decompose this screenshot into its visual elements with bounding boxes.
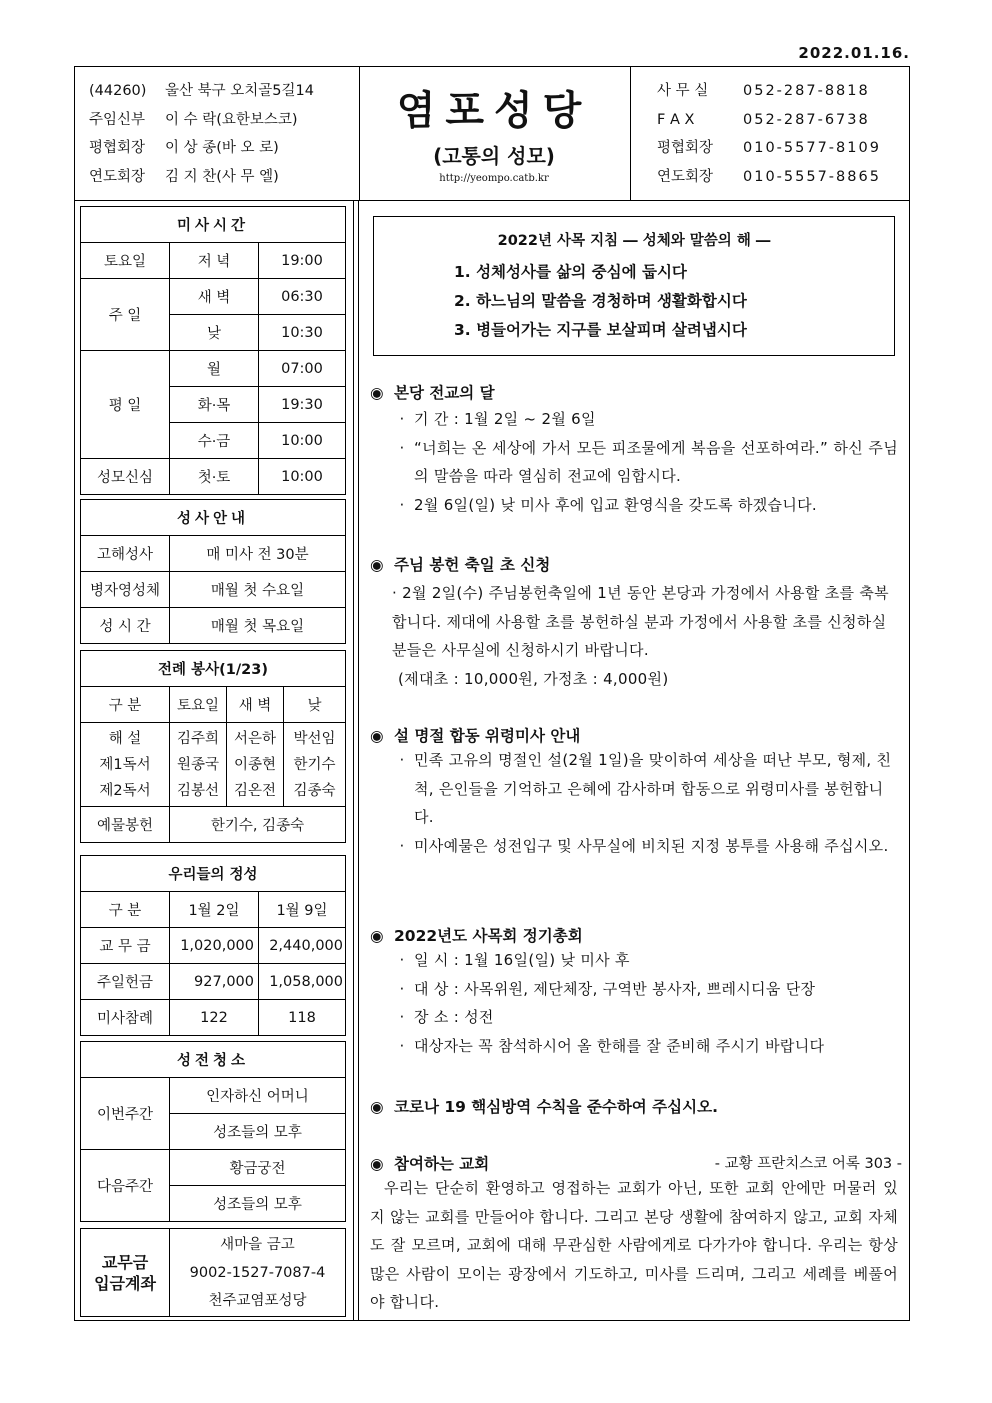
- address: 울산 북구 오치골5길14: [165, 83, 314, 99]
- saturday-label: 토요일: [81, 243, 170, 279]
- marian-day: 첫·토: [170, 459, 259, 495]
- tithe-jan9: 2,440,000: [259, 928, 346, 964]
- section-title: 참여하는 교회: [394, 1155, 490, 1173]
- memorial-info: 민족 고유의 명절인 설(2월 1일)을 맞이하여 세상을 떠난 부모, 형제, 친척, 은인들을 기억하고 은혜에 감사하며 합동으로 위령미사를 봉헌합니다.: [414, 751, 892, 827]
- bulletin-date: 2022.01.16.: [798, 44, 910, 62]
- sunday-dawn-label: 새 벽: [170, 279, 259, 315]
- church-subtitle: (고통의 성모): [433, 144, 555, 168]
- quote-body: 우리는 단순히 환영하고 영접하는 교회가 아닌, 또한 교회 안에만 머물러 있지 않는 교회를 만들어야 합니다. 그리고 본당 생활에 참여하지 않고, 교회 자체도 잘 모르며, 교회에 대해 무관심한 사람에게로 다가가야 합니다. 우리는 항상 많은 사람이 모이는 광장에서 기도하고, 미사를 드리며, 그리고 세례를 베풀어야 합니다.: [370, 1179, 898, 1312]
- offering-title: 우리들의 정성: [81, 856, 346, 892]
- liturgy-sat-names: 김주희 원종국 김봉선: [170, 723, 227, 807]
- office-phone: 052-287-8818: [743, 83, 870, 99]
- pastor-name: 이 수 락(요한보스코): [165, 111, 298, 128]
- motto-title: 2022년 사목 지침 ― 성체와 말씀의 해 ―: [497, 233, 771, 249]
- church-title-block: [361, 67, 627, 200]
- fax-label: F A X: [657, 111, 695, 128]
- liturgy-day-names: 박선임 한기수 김종숙: [284, 723, 346, 807]
- section-title: 주님 봉헌 축일 초 신청: [394, 556, 551, 574]
- liturgy-col-kind: 구 분: [81, 687, 170, 723]
- holy-hour-time: 매월 첫 목요일: [170, 608, 346, 644]
- tithe-jan2: 1,020,000: [170, 928, 259, 964]
- candle-prices: (제대초 : 10,000원, 가정초 : 4,000원): [398, 669, 669, 688]
- offering-col-kind: 구 분: [81, 892, 170, 928]
- sunday-collection-label: 주일헌금: [81, 964, 170, 1000]
- monday-label: 월: [170, 351, 259, 387]
- account-holder: 천주교염포성당: [208, 1292, 307, 1309]
- confession-time: 매 미사 전 30분: [170, 536, 346, 572]
- cleaning-title: 성전청소: [81, 1042, 346, 1078]
- mission-quote: “너희는 온 세상에 가서 모든 피조물에게 복음을 선포하여라.” 하신 주님의 말씀을 따라 열심히 전교에 임합시다.: [414, 438, 898, 486]
- header: [74, 66, 910, 201]
- office-label: 사 무 실: [657, 83, 709, 99]
- marian-time: 10:00: [259, 459, 346, 495]
- assembly-date: 일 시 : 1월 16일(일) 낮 미사 후: [414, 951, 630, 969]
- memorial-envelope: 미사예물은 성전입구 및 사무실에 비치된 지정 봉투를 사용해 주십시오.: [414, 836, 889, 855]
- liturgy-table: [80, 650, 346, 843]
- address-block: [89, 77, 351, 191]
- saturday-time: 19:00: [259, 243, 346, 279]
- sunday-collection-jan2: 927,000: [170, 964, 259, 1000]
- mission-period: 기 간 : 1월 2일 ~ 2월 6일: [414, 410, 596, 428]
- attendance-jan2: 122: [170, 1000, 259, 1036]
- offering-col-jan2: 1월 2일: [170, 892, 259, 928]
- section-general-assembly: ◉ 2022년도 사목회 정기총회 · 일 시 : 1월 16일(일) 낮 미사 후 · 대 상 : 사목위원, 제단체장, 구역반 봉사자, 쁘레시디움 단장 · 장 소 : 성전 · 대상자는 꼭 참석하시어 올 한해를 잘 준비해 주시기 바랍니다: [370, 924, 902, 1060]
- this-week-label: 이번주간: [81, 1078, 170, 1150]
- quote-source: - 교황 프란치스코 어록 303 -: [714, 1156, 902, 1172]
- assembly-place: 장 소 : 성전: [414, 1008, 494, 1027]
- liturgy-col-day: 낮: [284, 687, 346, 723]
- council-phone: 010-5577-8109: [743, 140, 881, 156]
- wed-fri-time: 10:00: [259, 423, 346, 459]
- contact-block: [657, 77, 901, 191]
- offering-col-jan9: 1월 9일: [259, 892, 346, 928]
- account-label: 교무금 입금계좌: [81, 1229, 170, 1317]
- tue-thu-time: 19:30: [259, 387, 346, 423]
- section-covid-notice: [370, 1095, 902, 1117]
- attendance-label: 미사참례: [81, 1000, 170, 1036]
- tue-thu-label: 화·목: [170, 387, 259, 423]
- liturgy-title: 전례 봉사(1/23): [81, 651, 346, 687]
- cleaning-table: [80, 1041, 346, 1222]
- next-week-group-2: 성조들의 모후: [170, 1186, 346, 1222]
- council-label: 평협회장: [89, 140, 146, 156]
- account-bank: 새마을 금고: [220, 1236, 295, 1253]
- weekday-label: 평 일: [81, 351, 170, 459]
- liturgy-dawn-names: 서은하 이종현 김온전: [227, 723, 284, 807]
- this-week-group-1: 인자하신 어머니: [170, 1078, 346, 1114]
- prayer-phone: 010-5557-8865: [743, 168, 881, 185]
- offertory-names: 한기수, 김종숙: [170, 807, 346, 843]
- sick-communion-time: 매월 첫 수요일: [170, 572, 346, 608]
- sunday-dawn-time: 06:30: [259, 279, 346, 315]
- bullet-circle-icon: ◉: [370, 1098, 384, 1116]
- prayer-phone-label: 연도회장: [657, 168, 714, 185]
- bullet-circle-icon: ◉: [370, 927, 384, 945]
- sunday-day-time: 10:30: [259, 315, 346, 351]
- prayer-name: 김 지 찬(사 무 엘): [165, 168, 279, 185]
- section-candle-request: ◉ 주님 봉헌 축일 초 신청 · 2월 2일(수) 주님봉헌축일에 1년 동안 본당과 가정에서 사용할 초를 축복합니다. 제대에 사용할 초를 봉헌하실 분과 가정에서 사용할 초를 신청하실 분들은 사무실에 신청하시기 바랍니다. (제대초 : 10,000원, 가정초 : 4,000원): [370, 553, 902, 693]
- sunday-day-label: 낮: [170, 315, 259, 351]
- fax-number: 052-287-6738: [743, 111, 870, 128]
- this-week-group-2: 성조들의 모후: [170, 1114, 346, 1150]
- pastor-label: 주임신부: [89, 111, 146, 128]
- sunday-label: 주 일: [81, 279, 170, 351]
- assembly-note: 대상자는 꼭 참석하시어 올 한해를 잘 준비해 주시기 바랍니다: [414, 1036, 825, 1055]
- liturgy-col-sat: 토요일: [170, 687, 227, 723]
- mass-times-title: 미사시간: [81, 207, 346, 243]
- assembly-target: 대 상 : 사목위원, 제단체장, 구역반 봉사자, 쁘레시디움 단장: [414, 979, 816, 998]
- section-title: 2022년도 사목회 정기총회: [394, 927, 583, 945]
- account-table: [80, 1228, 346, 1317]
- motto-item: 1. 성체성사를 삶의 중심에 둡시다: [454, 263, 687, 281]
- section-title: 코로나 19 핵심방역 수칙을 준수하여 주십시오.: [394, 1098, 718, 1116]
- prayer-label: 연도회장: [89, 168, 146, 185]
- council-phone-label: 평협회장: [657, 140, 714, 156]
- motto-item: 2. 하느님의 말씀을 경청하며 생활화합시다: [454, 292, 747, 310]
- council-name: 이 상 종(바 오 로): [165, 140, 279, 156]
- saturday-time-label: 저 녁: [170, 243, 259, 279]
- wed-fri-label: 수·금: [170, 423, 259, 459]
- monday-time: 07:00: [259, 351, 346, 387]
- bullet-circle-icon: ◉: [370, 727, 384, 745]
- next-week-group-1: 황금궁전: [170, 1150, 346, 1186]
- confession-label: 고해성사: [81, 536, 170, 572]
- mission-welcome: 2월 6일(일) 낮 미사 후에 입교 환영식을 갖도록 하겠습니다.: [414, 495, 817, 514]
- church-name: 염포성당: [396, 88, 592, 134]
- church-url[interactable]: http://yeompo.catb.kr: [439, 173, 549, 184]
- section-participating-church: [370, 1152, 902, 1317]
- holy-hour-label: 성 시 간: [81, 608, 170, 644]
- liturgy-col-dawn: 새 벽: [227, 687, 284, 723]
- sacrament-title: 성사안내: [81, 500, 346, 536]
- sunday-collection-jan9: 1,058,000: [259, 964, 346, 1000]
- motto-item: 3. 병들어가는 지구를 보살피며 살려냅시다: [454, 321, 747, 339]
- bullet-circle-icon: ◉: [370, 556, 384, 574]
- offertory-label: 예물봉헌: [81, 807, 170, 843]
- attendance-jan9: 118: [259, 1000, 346, 1036]
- section-title: 본당 전교의 달: [394, 384, 495, 402]
- section-title: 설 명절 합동 위령미사 안내: [394, 727, 581, 745]
- sacrament-table: [80, 499, 346, 644]
- tithe-label: 교 무 금: [81, 928, 170, 964]
- section-mission-month: ◉ 본당 전교의 달 · 기 간 : 1월 2일 ~ 2월 6일 · “너희는 온 세상에 가서 모든 피조물에게 복음을 선포하여라.” 하신 주님의 말씀을 따라 열심히 전교에 임합시다. · 2월 6일(일) 낮 미사 후에 입교 환영식을 갖도록 하겠습니다.: [370, 381, 902, 519]
- zipcode: (44260): [89, 83, 147, 99]
- sick-communion-label: 병자영성체: [81, 572, 170, 608]
- section-memorial-mass: ◉ 설 명절 합동 위령미사 안내 · 민족 고유의 명절인 설(2월 1일)을 맞이하여 세상을 떠난 부모, 형제, 친척, 은인들을 기억하고 은혜에 감사하며 합동으로 위령미사를 봉헌합니다. · 미사예물은 성전입구 및 사무실에 비치된 지정 봉투를 사용해 주십시오.: [370, 724, 902, 860]
- marian-label: 성모신심: [81, 459, 170, 495]
- bullet-circle-icon: ◉: [370, 384, 384, 402]
- liturgy-roles: 해 설 제1독서 제2독서: [81, 723, 170, 807]
- candle-info: 2월 2일(수) 주님봉헌축일에 1년 동안 본당과 가정에서 사용할 초를 축복합니다. 제대에 사용할 초를 봉헌하실 분과 가정에서 사용할 초를 신청하실 분들은 사무실에 신청하시기 바랍니다.: [392, 584, 889, 660]
- account-number: 9002-1527-7087-4: [189, 1264, 326, 1281]
- mass-times-table: [80, 206, 346, 495]
- bullet-circle-icon: ◉: [370, 1155, 384, 1173]
- offering-table: [80, 855, 346, 1036]
- next-week-label: 다음주간: [81, 1150, 170, 1222]
- pastoral-motto-box: [373, 216, 895, 356]
